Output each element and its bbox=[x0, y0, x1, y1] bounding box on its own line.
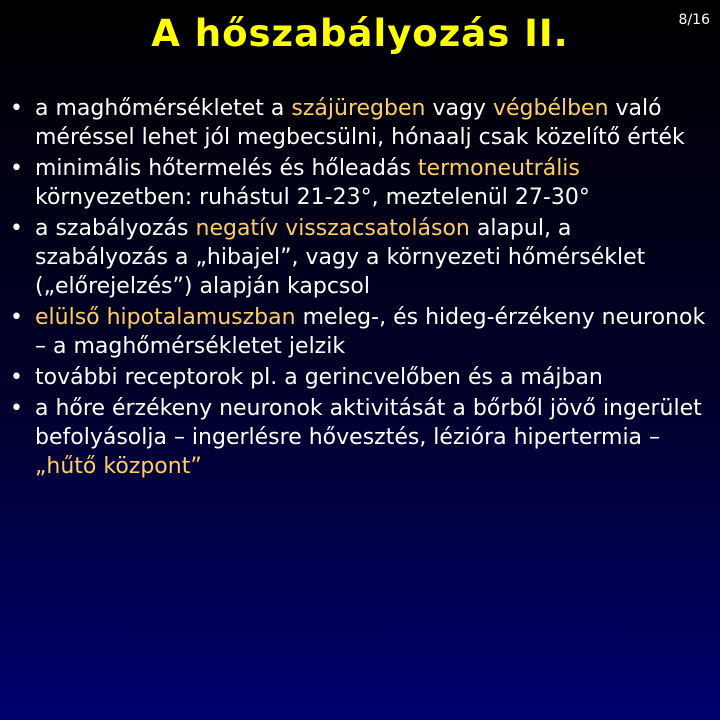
bullet-dot-icon: • bbox=[10, 216, 23, 241]
bullet-text: környezetben: ruhástul 21-23°, meztelenül 27-30° bbox=[35, 185, 590, 210]
bullet-item bbox=[8, 154, 708, 212]
bullet-dot-icon: • bbox=[10, 365, 23, 390]
bullet-item bbox=[8, 94, 708, 152]
bullet-item bbox=[8, 394, 708, 481]
bullet-text: való méréssel lehet jól megbecsülni, hónaalj csak közelítő érték bbox=[35, 96, 685, 150]
bullet-text: további receptorok pl. a gerincvelőben és a májban bbox=[35, 365, 603, 390]
bullet-item bbox=[8, 303, 708, 361]
bullet-text: a maghőmérsékletet a bbox=[35, 96, 292, 121]
highlighted-term: szájüregben bbox=[291, 96, 426, 121]
highlighted-term: „hűtő központ” bbox=[35, 454, 202, 479]
bullet-item bbox=[8, 214, 708, 301]
highlighted-term: végbélben bbox=[492, 96, 609, 121]
bullet-text: meleg-, és hideg-érzékeny neuronok – a maghőmérsékletet jelzik bbox=[35, 305, 706, 359]
bullet-text: vagy bbox=[425, 96, 493, 121]
highlighted-term: negatív visszacsatoláson bbox=[195, 216, 470, 241]
bullet-dot-icon: • bbox=[10, 96, 23, 121]
page-number: 8/16 bbox=[678, 12, 710, 28]
bullet-text: minimális hőtermelés és hőleadás bbox=[35, 156, 418, 181]
bullet-text: a szabályozás bbox=[35, 216, 196, 241]
highlighted-term: termoneutrális bbox=[417, 156, 580, 181]
bullet-dot-icon: • bbox=[10, 156, 23, 181]
bullet-text: alapul, a szabályozás a „hibajel”, vagy a környezeti hőmérséklet („előrejelzés”) alapján kapcsol bbox=[35, 216, 646, 299]
bullet-dot-icon: • bbox=[10, 305, 23, 330]
bullet-dot-icon: • bbox=[10, 396, 23, 421]
bullet-text: a hőre érzékeny neuronok aktivitását a bőrből jövő ingerület befolyásolja – ingerlésre hővesztés, lézióra hipertermia – bbox=[35, 396, 702, 450]
bullet-item bbox=[8, 363, 708, 392]
slide-title: A hőszabályozás II. bbox=[151, 12, 569, 55]
highlighted-term: elülső hipotalamuszban bbox=[35, 305, 296, 330]
bullet-list bbox=[8, 94, 708, 483]
